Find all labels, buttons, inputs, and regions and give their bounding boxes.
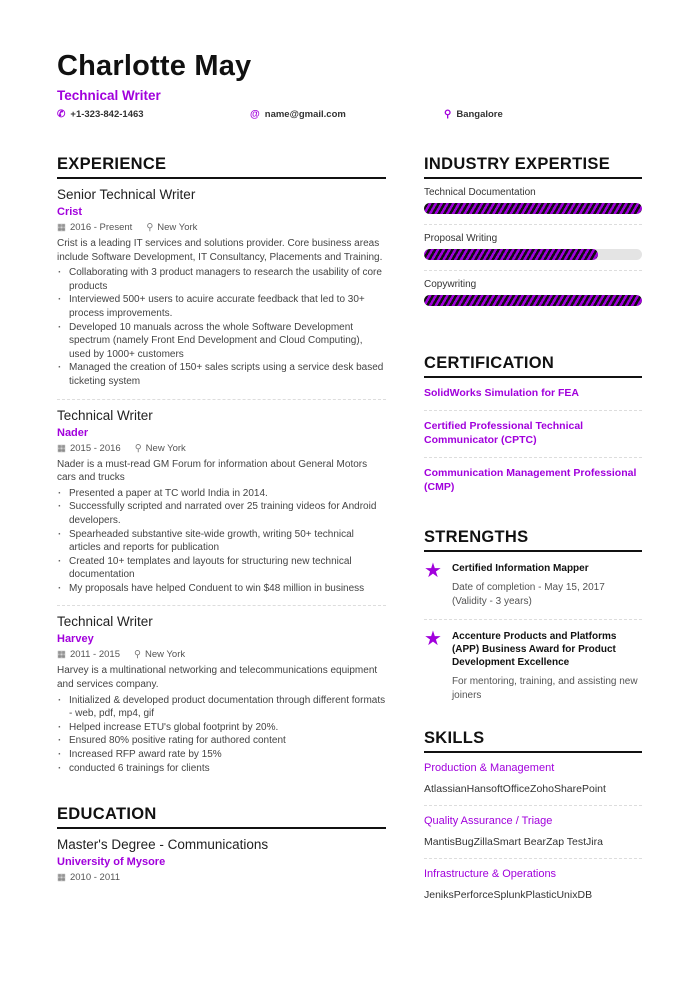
dates-text: 2010 - 2011 bbox=[69, 872, 120, 883]
section-heading: SKILLS bbox=[424, 729, 642, 753]
expertise-bar-fill bbox=[424, 203, 642, 214]
job-entry bbox=[57, 408, 386, 596]
bullet-list bbox=[57, 694, 386, 776]
section-heading: EXPERIENCE bbox=[57, 155, 386, 179]
skill-category: Quality Assurance / Triage bbox=[424, 815, 553, 827]
company-name: Crist bbox=[57, 206, 83, 218]
bullet-item: · Spearheaded substantive site-wide growth, writing 50+ technical articles and reports for publication bbox=[57, 528, 386, 555]
calendar-icon: ▦ bbox=[57, 222, 66, 233]
job-meta bbox=[57, 222, 386, 233]
star-icon: ★ bbox=[424, 560, 442, 582]
location-pin-icon: ⚲ bbox=[146, 222, 154, 233]
location-pin-icon: ⚲ bbox=[444, 109, 452, 120]
strength-description: For mentoring, training, and assisting new joiners bbox=[451, 676, 638, 701]
strength-content bbox=[452, 562, 642, 609]
strength-title: Accenture Products and Platforms (APP) Business Award for Product Development Excellence bbox=[451, 631, 617, 668]
at-icon: @ bbox=[250, 109, 260, 120]
company-name: Harvey bbox=[57, 633, 94, 646]
candidate-title: Technical Writer bbox=[57, 88, 161, 103]
skill-items: MantisBugZillaSmart BearZap TestJira bbox=[424, 836, 603, 848]
star-icon: ★ bbox=[424, 628, 442, 650]
location-pin-icon: ⚲ bbox=[134, 649, 141, 661]
bullet-item: · Increased RFP award rate by 15% bbox=[57, 748, 386, 762]
strengths-section bbox=[424, 528, 642, 703]
expertise-section bbox=[424, 155, 642, 306]
skill-category: Infrastructure & Operations bbox=[424, 868, 557, 880]
location-text: New York bbox=[144, 649, 186, 661]
bullet-item: · My proposals have helped Conduent to win $48 million in business bbox=[57, 582, 386, 596]
calendar-icon: ▦ bbox=[57, 872, 66, 883]
skill-items: AtlassianHansoftOfficeZohoSharePoint bbox=[424, 783, 606, 795]
strength-item bbox=[424, 630, 642, 703]
expertise-label: Technical Documentation bbox=[424, 187, 536, 198]
strength-description: Date of completion - May 15, 2017 (Validity - 3 years) bbox=[451, 582, 605, 607]
bullet-item: · conducted 6 trainings for clients bbox=[57, 762, 386, 776]
job-entry bbox=[57, 187, 386, 389]
divider bbox=[424, 224, 642, 225]
email bbox=[250, 109, 346, 120]
expertise-label: Proposal Writing bbox=[424, 233, 498, 244]
strength-title: Certified Information Mapper bbox=[451, 563, 589, 574]
bullet-item: · Developed 10 manuals across the whole Software Development spectrum (namely Front End Development and Cloud Computing), used by 1000+ customers bbox=[57, 321, 386, 362]
location bbox=[444, 109, 503, 120]
bullet-item: · Created 10+ templates and layouts for structuring new technical documentation bbox=[57, 555, 386, 582]
certification-item: Communication Management Professional (CMP) bbox=[424, 467, 637, 493]
company-name: Nader bbox=[57, 426, 89, 439]
divider bbox=[424, 457, 642, 458]
section-heading: CERTIFICATION bbox=[424, 354, 642, 378]
skill-category: Production & Management bbox=[424, 762, 555, 774]
experience-section bbox=[57, 155, 386, 775]
expertise-bar bbox=[424, 203, 642, 214]
bullet-item: · Successfully scripted and narrated over 25 training videos for Android developers. bbox=[57, 500, 386, 527]
education-dates bbox=[57, 872, 386, 883]
location-text: New York bbox=[145, 442, 186, 454]
calendar-icon: ▦ bbox=[57, 442, 66, 454]
divider bbox=[424, 410, 642, 411]
expertise-bar-fill bbox=[424, 295, 642, 306]
job-meta bbox=[57, 443, 386, 454]
bullet-item: · Interviewed 500+ users to acuire accurate feedback that led to 30+ process improvements. bbox=[57, 293, 386, 320]
job-title: Senior Technical Writer bbox=[57, 187, 196, 202]
job-title: Technical Writer bbox=[57, 407, 153, 423]
dates bbox=[57, 443, 121, 454]
location-pin-icon: ⚲ bbox=[134, 442, 142, 454]
candidate-name: Charlotte May bbox=[57, 50, 252, 82]
bullet-item: · Ensured 80% positive rating for authored content bbox=[57, 734, 386, 748]
job-description: Crist is a leading IT services and solutions provider. Core business areas include Software Development, IT Consultancy, Placements and Training. bbox=[57, 238, 383, 263]
school: University of Mysore bbox=[57, 856, 166, 868]
phone-icon: ✆ bbox=[57, 109, 66, 120]
divider bbox=[424, 858, 642, 859]
bullet-list bbox=[57, 266, 386, 388]
certification-item: SolidWorks Simulation for FEA bbox=[424, 387, 579, 399]
dates bbox=[57, 649, 120, 660]
dates-text: 2011 - 2015 bbox=[69, 649, 120, 661]
divider bbox=[424, 619, 642, 620]
divider bbox=[57, 399, 386, 400]
job-description: Nader is a must-read GM Forum for information about General Motors cars and trucks bbox=[57, 458, 368, 484]
bullet-item: · Managed the creation of 150+ sales scripts using a service desk based ticketing system bbox=[57, 361, 386, 388]
strength-item bbox=[424, 562, 642, 609]
bullet-item: · Presented a paper at TC world India in 2014. bbox=[57, 487, 386, 501]
skills-section bbox=[424, 729, 642, 901]
job-title: Technical Writer bbox=[57, 614, 153, 630]
certification-section bbox=[424, 354, 642, 494]
bullet-list bbox=[57, 487, 386, 596]
section-heading: INDUSTRY EXPERTISE bbox=[424, 155, 642, 179]
divider bbox=[424, 805, 642, 806]
job-location bbox=[146, 222, 197, 233]
expertise-label: Copywriting bbox=[424, 279, 477, 290]
degree: Master's Degree - Communications bbox=[57, 837, 269, 852]
education-section bbox=[57, 805, 386, 883]
calendar-icon: ▦ bbox=[57, 649, 66, 661]
dates-text: 2016 - Present bbox=[69, 222, 133, 233]
phone-text: +1-323-842-1463 bbox=[70, 109, 144, 120]
skill-items: JeniksPerforceSplunkPlasticUnixDB bbox=[424, 889, 593, 901]
divider bbox=[57, 605, 386, 606]
job-location bbox=[134, 649, 185, 660]
bullet-item: · Initialized & developed product documentation through different formats - web, pdf, mp4, gif bbox=[57, 694, 386, 721]
bullet-item: · Collaborating with 3 product managers to research the usability of core products bbox=[57, 266, 386, 293]
job-entry bbox=[57, 614, 386, 775]
dates-text: 2015 - 2016 bbox=[69, 442, 121, 454]
location-text: New York bbox=[157, 222, 198, 233]
location-text: Bangalore bbox=[456, 109, 503, 120]
strength-content bbox=[452, 630, 642, 703]
expertise-bar bbox=[424, 249, 642, 260]
certification-item: Certified Professional Technical Communicator (CPTC) bbox=[424, 420, 584, 446]
divider bbox=[424, 270, 642, 271]
expertise-bar-fill bbox=[424, 249, 598, 260]
dates bbox=[57, 222, 132, 233]
section-heading: EDUCATION bbox=[57, 805, 386, 829]
section-heading: STRENGTHS bbox=[424, 528, 642, 552]
expertise-bar bbox=[424, 295, 642, 306]
job-meta bbox=[57, 649, 386, 660]
bullet-item: · Helped increase ETU's global footprint by 20%. bbox=[57, 721, 386, 735]
job-description: Harvey is a multinational networking and telecommunications equipment and services company. bbox=[57, 665, 378, 691]
phone bbox=[57, 109, 144, 120]
job-location bbox=[135, 443, 186, 454]
email-text: name@gmail.com bbox=[264, 109, 346, 120]
